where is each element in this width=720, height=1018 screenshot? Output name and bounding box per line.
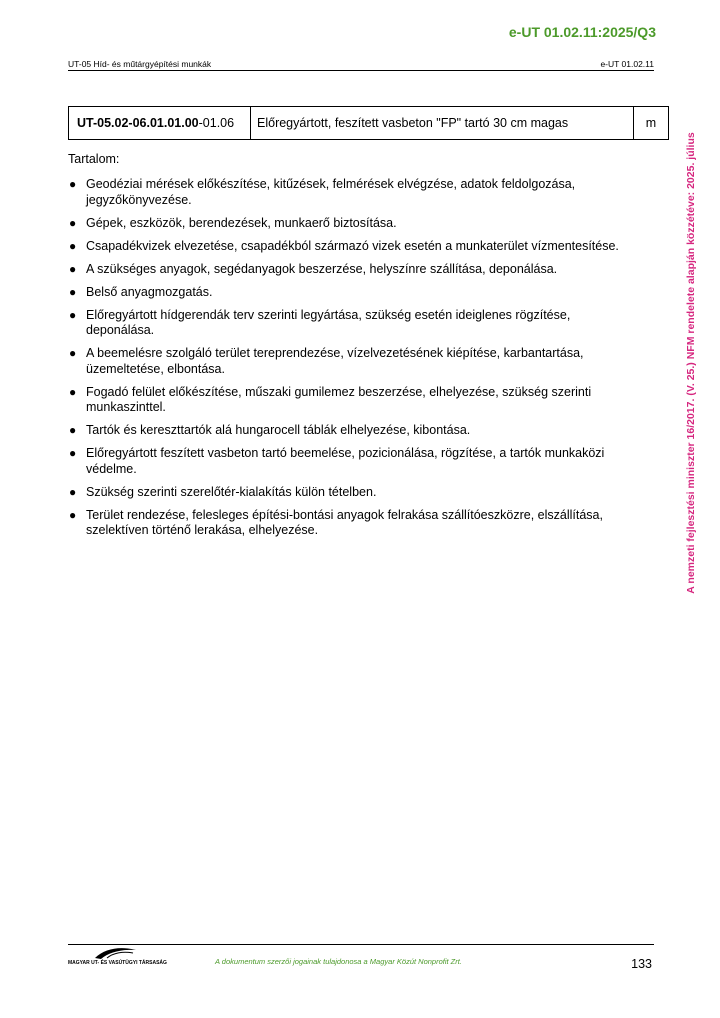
bullet-icon: ●: [69, 307, 77, 322]
list-item: ● A szükséges anyagok, segédanyagok beszerzése, helyszínre szállítása, deponálása.: [69, 261, 558, 276]
page-number: 133: [631, 957, 652, 971]
bullet-icon: ●: [69, 238, 77, 253]
document-code: e-UT 01.02.11:2025/Q3: [508, 24, 656, 40]
list-item: ● Szükség szerinti szerelőtér-kialakítás külön tételben.: [69, 484, 377, 499]
bullet-icon: ●: [69, 346, 77, 360]
bullet-icon: ●: [69, 177, 77, 191]
list-item: ● Tartók és kereszttartók alá hungarocell táblák elhelyezése, kibontása.: [69, 423, 471, 437]
list-item: ● A beemelésre szolgáló terület tereprendezése, vízelvezetésének kiépítése, karbantartása, üzemeltetése, elbontása.: [69, 346, 584, 376]
list-item: ● Előregyártott feszített vasbeton tartó beemelése, pozicionálása, rögzítése, a tartók munkaközi védelme.: [69, 446, 605, 476]
bullet-icon: ●: [69, 484, 77, 499]
footer-divider: [68, 944, 654, 945]
list-item: ● Belső anyagmozgatás.: [69, 284, 213, 299]
road-logo-icon: [93, 946, 138, 960]
bullet-icon: ●: [69, 384, 77, 399]
bullet-icon: ●: [69, 507, 77, 522]
list-item: ● Fogadó felület előkészítése, műszaki gumilemez beszerzése, elhelyezése, szükség szerinti munkaszinttel.: [69, 384, 592, 414]
bullet-icon: ●: [69, 446, 77, 460]
list-item: ● Csapadékvizek elvezetése, csapadékból származó vizek esetén a munkaterület vízmentesítése.: [69, 238, 619, 253]
item-code-main: UT-05.02-06.01.01.00: [77, 116, 199, 130]
list-item: ● Geodéziai mérések előkészítése, kitűzések, felmérések elvégzése, adatok feldolgozása, jegyzőkönyvezése.: [69, 177, 576, 207]
item-description: Előregyártott, feszített vasbeton "FP" tartó 30 cm magas: [251, 107, 634, 139]
item-code-cell: [69, 107, 251, 139]
content-list: [68, 177, 628, 546]
list-item: ● Terület rendezése, felesleges építési-bontási anyagok felrakása szállítóeszközre, elszállítása, szelektíven történő lerakása, elhelyezése.: [69, 507, 603, 537]
publication-note-text: A nemzeti fejlesztési miniszter 16/2017. (V. 25.) NFM rendelete alapján közzétéve: 2025. július: [685, 132, 697, 594]
bullet-icon: ●: [69, 215, 77, 230]
bullet-icon: ●: [69, 423, 77, 437]
publication-note: [684, 98, 698, 628]
header-doc-ref: e-UT 01.02.11: [600, 59, 654, 69]
publisher-logo: [68, 946, 168, 970]
logo-text: MAGYAR UT- ÉS VASÚTÜGYI TÁRSASÁG: [68, 960, 167, 966]
list-item: ● Gépek, eszközök, berendezések, munkaerő biztosítása.: [69, 215, 397, 230]
item-unit: m: [645, 116, 657, 130]
item-code-suffix: -01.06: [198, 116, 235, 130]
list-item: ● Előregyártott hídgerendák terv szerinti legyártása, szükség esetén ideiglenes rögzítése, deponálása.: [69, 307, 571, 337]
header-divider: [68, 70, 654, 71]
header-chapter-title: UT-05 Híd- és műtárgyépítési munkák: [68, 59, 212, 69]
copyright-notice: A dokumentum szerzői jogainak tulajdonosa a Magyar Közút Nonprofit Zrt.: [215, 957, 462, 966]
item-table: [68, 106, 669, 140]
bullet-icon: ●: [69, 284, 77, 299]
content-label: Tartalom:: [68, 152, 120, 166]
bullet-icon: ●: [69, 261, 77, 276]
